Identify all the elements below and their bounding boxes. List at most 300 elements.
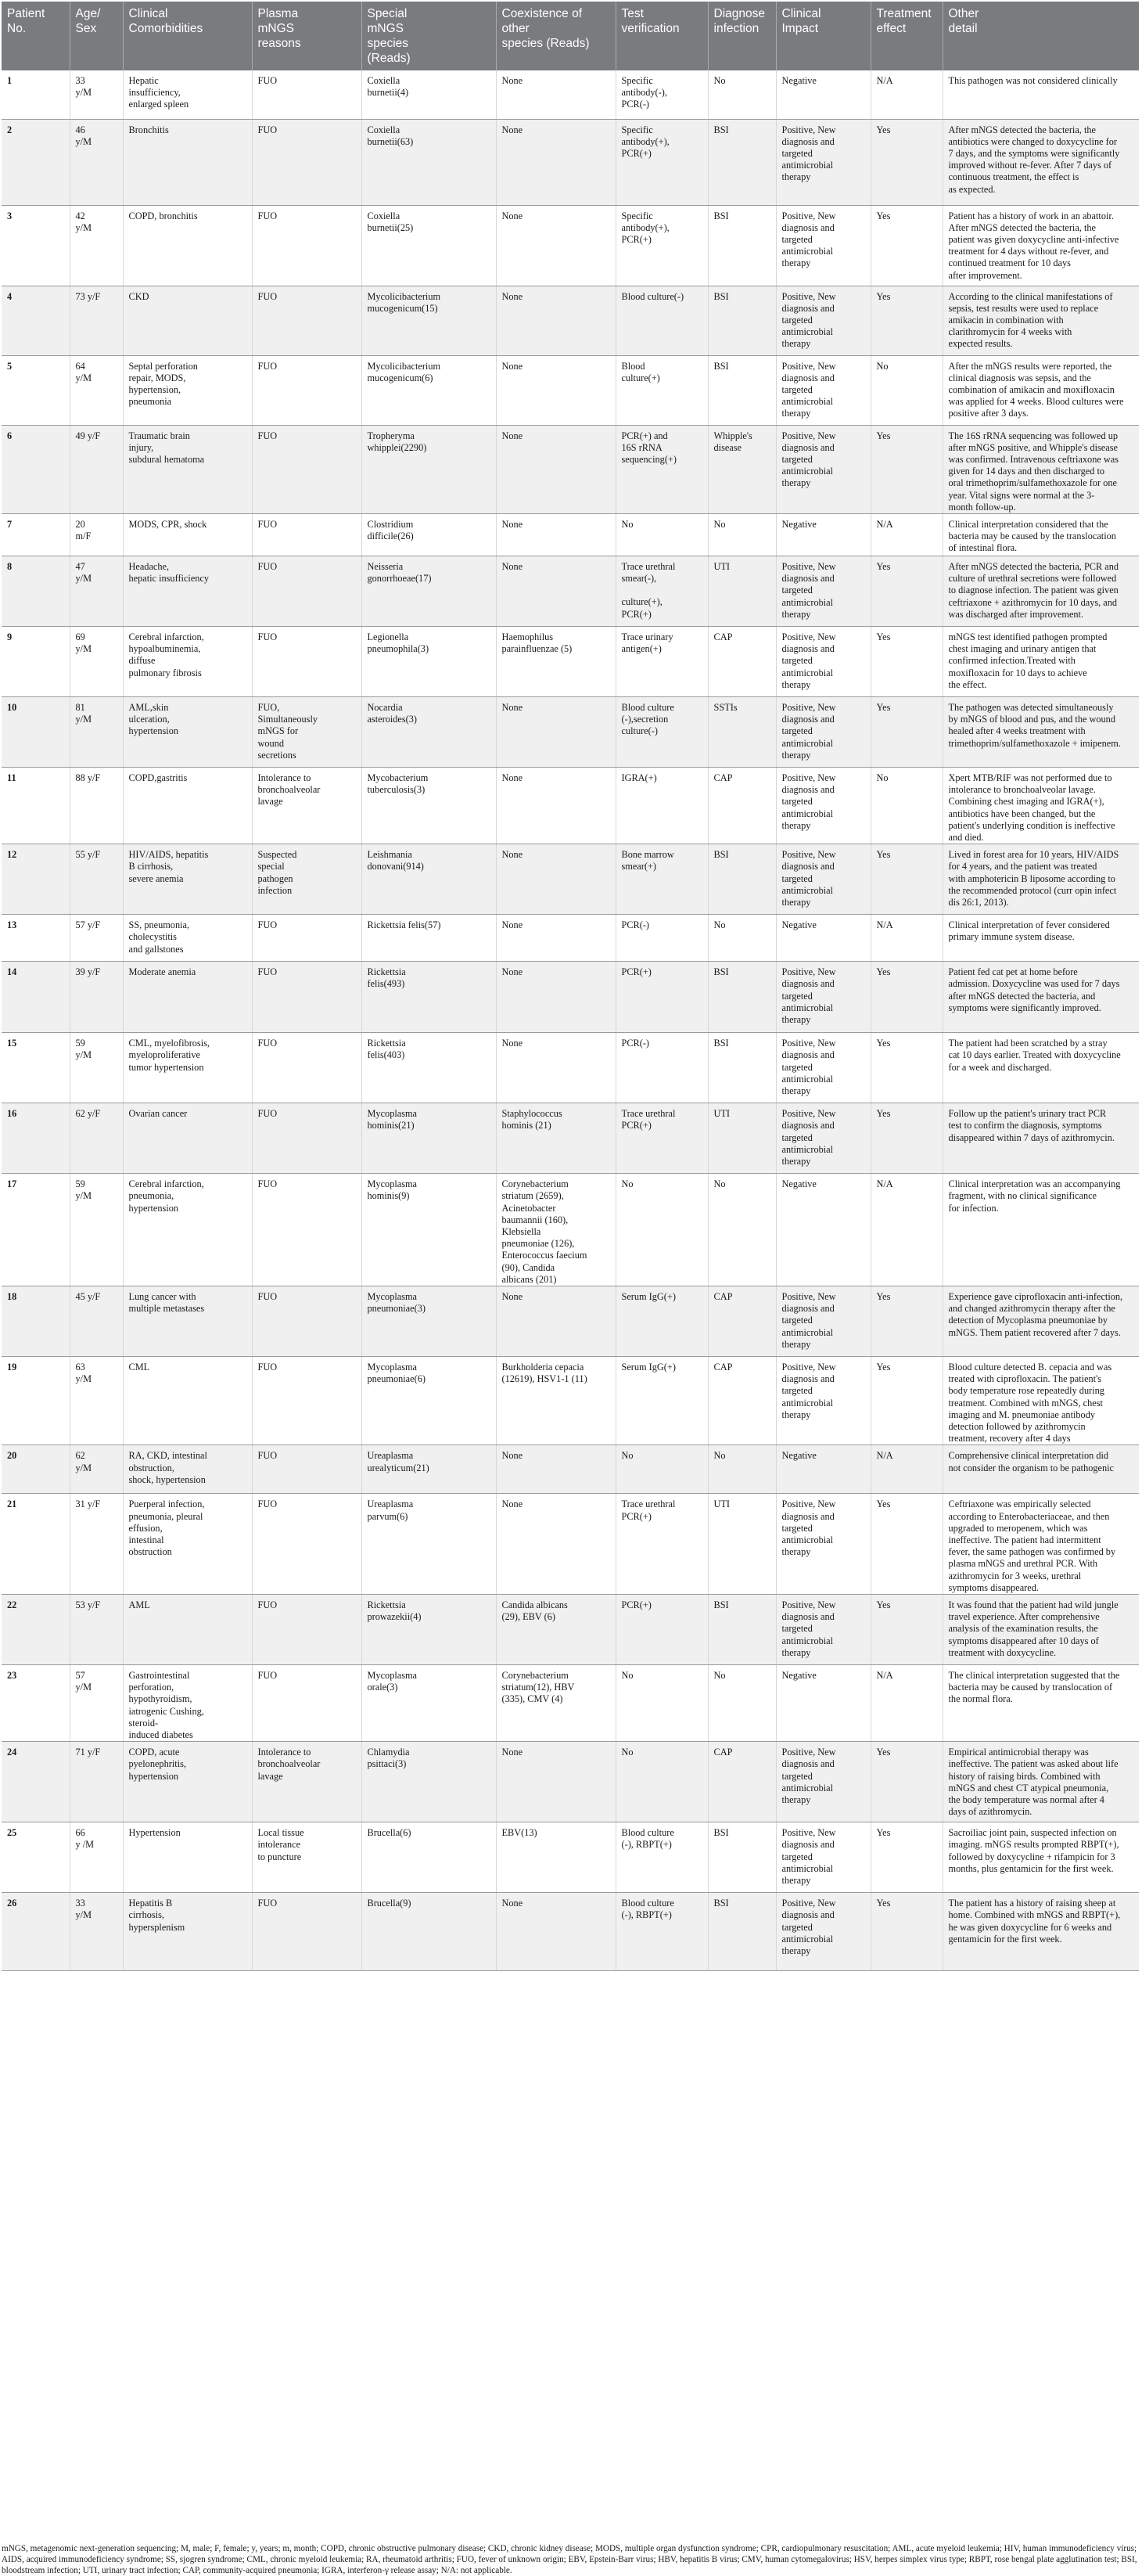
cell-line: the recommended protocol (curr opin infect: [948, 884, 1117, 896]
cell-line: Septal perforation: [128, 360, 198, 372]
cell-line: FUO: [257, 1178, 278, 1190]
cell-other-detail: [943, 626, 1139, 696]
cell-line: hominis(9): [367, 1190, 410, 1202]
cell-line: steroid-: [128, 1717, 159, 1729]
cell-other-detail: [943, 513, 1139, 556]
cell-clinical-impact: [776, 1445, 871, 1494]
cell-special-mngs-species: [361, 1742, 496, 1822]
cell-test-verification: [616, 626, 708, 696]
cell-special-mngs-species: [361, 962, 496, 1033]
cell-line: y/M: [75, 221, 92, 233]
cell-line: intolerance: [257, 1839, 301, 1851]
cell-patient-no: [2, 1742, 70, 1822]
cell-patient-no: [2, 1033, 70, 1103]
header-line: verification: [621, 22, 680, 35]
cell-coexistence-species: [496, 355, 616, 425]
cell-line: antimicrobial: [781, 1143, 834, 1155]
cell-line: After mNGS detected the bacteria, the: [948, 221, 1096, 233]
cell-line: continuous treatment, the effect is: [948, 171, 1079, 183]
cell-line: FUO,: [257, 701, 280, 713]
cell-line: 59: [75, 1178, 85, 1190]
cell-line: psittaci(3): [367, 1758, 407, 1770]
cell-age-sex: [70, 119, 123, 205]
cell-diagnose-infection: [708, 1742, 776, 1822]
cell-line: It was found that the patient had wild jungle: [948, 1599, 1119, 1611]
cell-test-verification: [616, 513, 708, 556]
cell-test-verification: [616, 962, 708, 1033]
cell-line: Bone marrow: [621, 849, 674, 861]
cell-line: hypertension,: [128, 383, 181, 395]
cell-clinical-impact: [776, 513, 871, 556]
cell-plasma-mngs-reasons: [252, 355, 361, 425]
table-row: [2, 355, 1139, 425]
cell-line: PCR(+): [621, 1510, 652, 1522]
cell-treatment-effect: [871, 767, 943, 844]
cell-age-sex: [70, 1494, 123, 1595]
cell-line: FUO: [257, 75, 278, 86]
cell-treatment-effect: [871, 626, 943, 696]
cell-line: y/M: [75, 573, 92, 585]
cell-line: COPD, acute: [128, 1747, 180, 1758]
cell-line: antimicrobial: [781, 1635, 834, 1646]
cell-plasma-mngs-reasons: [252, 1033, 361, 1103]
cell-line: None: [501, 849, 523, 861]
cell-line: Positive, New: [781, 430, 836, 441]
cell-line: Nocardia: [367, 701, 403, 713]
cell-line: Negative: [781, 1178, 817, 1190]
cell-line: insufficiency,: [128, 87, 181, 99]
cell-line: Candida albicans: [501, 1599, 568, 1611]
cell-line: treated with ciprofloxacin. The patient's: [948, 1373, 1102, 1385]
cell-diagnose-infection: [708, 1286, 776, 1356]
cell-line: pneumoniae(6): [367, 1373, 426, 1385]
cell-line: history of raising birds. Combined with: [948, 1770, 1101, 1782]
cell-diagnose-infection: [708, 844, 776, 915]
cell-clinical-impact: [776, 1286, 871, 1356]
cell-other-detail: [943, 205, 1139, 286]
cell-line: Xpert MTB/RIF was not performed due to: [948, 772, 1112, 783]
cell-line: Simultaneously: [257, 714, 318, 725]
cell-line: Legionella: [367, 631, 409, 642]
cell-line: targeted: [781, 990, 813, 1002]
cell-test-verification: [616, 767, 708, 844]
cell-line: Yes: [876, 290, 891, 302]
cell-line: targeted: [781, 872, 813, 884]
cell-line: year. Vital signs were normal at the 3-: [948, 489, 1095, 501]
cell-treatment-effect: [871, 1822, 943, 1893]
header-line: (Reads): [367, 52, 411, 65]
cell-line: No: [876, 772, 889, 783]
cell-line: positive after 3 days.: [948, 408, 1029, 419]
cell-line: orale(3): [367, 1682, 398, 1693]
cell-coexistence-species: [496, 513, 616, 556]
cell-diagnose-infection: [708, 1356, 776, 1445]
cell-line: ulceration,: [128, 714, 170, 725]
cell-line: 69: [75, 631, 85, 642]
cell-other-detail: [943, 844, 1139, 915]
table-row: [2, 425, 1139, 513]
cell-other-detail: [943, 696, 1139, 767]
cell-age-sex: [70, 1286, 123, 1356]
cell-line: PCR(+) and: [621, 430, 668, 441]
header-clinical-comorbidities: [123, 2, 252, 70]
cell-treatment-effect: [871, 1286, 943, 1356]
cell-special-mngs-species: [361, 1174, 496, 1286]
cell-line: 8: [7, 560, 13, 572]
cell-line: None: [501, 701, 523, 713]
cell-line: diagnosis and: [781, 1049, 835, 1061]
cell-line: admission. Doxycycline was used for 7 days: [948, 978, 1120, 990]
cell-line: Specific: [621, 75, 653, 86]
cell-line: iatrogenic Cushing,: [128, 1705, 204, 1717]
cell-line: The patient has a history of raising sheep at: [948, 1898, 1116, 1909]
cell-line: therapy: [781, 408, 811, 419]
cell-clinical-comorbidities: [123, 767, 252, 844]
cell-line: Suspected: [257, 849, 297, 861]
table-row: [2, 1494, 1139, 1595]
cell-line: therapy: [781, 1155, 811, 1167]
cell-test-verification: [616, 1494, 708, 1595]
cell-line: BSI: [713, 360, 729, 372]
cell-line: Yes: [876, 124, 891, 135]
cell-line: Positive, New: [781, 1290, 836, 1302]
cell-line: None: [501, 1898, 523, 1909]
cell-diagnose-infection: [708, 1033, 776, 1103]
cell-special-mngs-species: [361, 1595, 496, 1665]
cell-line: Yes: [876, 1898, 891, 1909]
cell-line: detection of Mycoplasma pneumoniae by: [948, 1315, 1108, 1326]
cell-line: 39 y/F: [75, 966, 101, 978]
cell-line: hypertension: [128, 725, 179, 737]
cell-line: 20: [75, 518, 85, 530]
cell-plasma-mngs-reasons: [252, 1665, 361, 1742]
cell-line: Gastrointestinal: [128, 1670, 190, 1682]
cell-line: Comprehensive clinical interpretation did: [948, 1450, 1109, 1462]
cell-line: oral trimethoprim/sulfamethoxazole for one: [948, 477, 1117, 489]
cell-line: FUO: [257, 966, 278, 978]
cell-line: smear(+): [621, 861, 656, 872]
cell-line: y/M: [75, 1373, 92, 1385]
cell-plasma-mngs-reasons: [252, 1286, 361, 1356]
cell-line: 45 y/F: [75, 1290, 101, 1302]
cell-line: therapy: [781, 171, 811, 183]
cell-plasma-mngs-reasons: [252, 1356, 361, 1445]
cell-other-detail: [943, 962, 1139, 1033]
cell-line: targeted: [781, 383, 813, 395]
cell-line: bronchoalveolar: [257, 784, 321, 796]
cell-line: induced diabetes: [128, 1729, 193, 1741]
cell-test-verification: [616, 1445, 708, 1494]
cell-line: clinical diagnosis was sepsis, and the: [948, 372, 1091, 383]
header-other-detail: [943, 2, 1139, 70]
cell-line: None: [501, 1450, 523, 1462]
cell-coexistence-species: [496, 205, 616, 286]
cell-line: Brucella(9): [367, 1898, 411, 1909]
cell-line: obstruction,: [128, 1462, 174, 1473]
cell-line: y /M: [75, 1839, 95, 1851]
cell-line: ceftriaxone + azithromycin for 10 days, and: [948, 596, 1118, 608]
cell-line: Cerebral infarction,: [128, 631, 204, 642]
cell-line: y/M: [75, 1909, 92, 1921]
header-line: Impact: [781, 22, 819, 35]
cell-line: None: [501, 518, 523, 530]
cell-line: No: [713, 1450, 726, 1462]
cell-line: y/M: [75, 1462, 92, 1473]
cell-line: expected results.: [948, 338, 1013, 350]
cell-line: mNGS for: [257, 725, 299, 737]
cell-clinical-comorbidities: [123, 962, 252, 1033]
cell-treatment-effect: [871, 556, 943, 626]
cell-line: Yes: [876, 430, 891, 441]
cell-diagnose-infection: [708, 286, 776, 355]
cell-line: The pathogen was detected simultaneously: [948, 701, 1114, 713]
cell-patient-no: [2, 696, 70, 767]
cell-line: hypothyroidism,: [128, 1693, 192, 1705]
cell-line: diagnosis and: [781, 302, 835, 314]
cell-line: donovani(914): [367, 861, 424, 872]
header-line: detail: [948, 22, 978, 35]
cell-line: Positive, New: [781, 1898, 836, 1909]
cell-line: repair, MODS,: [128, 372, 186, 383]
cell-test-verification: [616, 1595, 708, 1665]
cell-line: Negative: [781, 919, 817, 931]
cell-line: cirrhosis,: [128, 1909, 164, 1921]
cell-line: UTI: [713, 1108, 730, 1120]
cell-diagnose-infection: [708, 1494, 776, 1595]
cell-plasma-mngs-reasons: [252, 1494, 361, 1595]
cell-line: After mNGS detected the bacteria, the: [948, 124, 1096, 135]
cell-special-mngs-species: [361, 1445, 496, 1494]
cell-line: PCR(-): [621, 919, 650, 931]
cell-clinical-comorbidities: [123, 1665, 252, 1742]
cell-line: targeted: [781, 585, 813, 596]
cell-age-sex: [70, 1742, 123, 1822]
cell-line: 16S rRNA: [621, 441, 663, 453]
cell-patient-no: [2, 1665, 70, 1742]
cell-line: striatum (2659),: [501, 1190, 564, 1202]
cell-line: (12619), HSV1-1 (11): [501, 1373, 587, 1385]
cell-plasma-mngs-reasons: [252, 286, 361, 355]
cell-line: diagnosis and: [781, 221, 835, 233]
cell-line: analysis of the examination results, the: [948, 1623, 1098, 1635]
cell-line: y/M: [75, 714, 92, 725]
cell-line: diagnosis and: [781, 1909, 835, 1921]
cell-diagnose-infection: [708, 119, 776, 205]
cell-clinical-comorbidities: [123, 205, 252, 286]
cell-line: 14: [7, 966, 17, 978]
cell-line: by mNGS of blood and pus, and the wound: [948, 714, 1115, 725]
cell-line: PCR(+): [621, 608, 652, 620]
cell-line: sequencing(+): [621, 453, 677, 465]
cell-line: diagnosis and: [781, 978, 835, 990]
cell-age-sex: [70, 205, 123, 286]
cell-line: Negative: [781, 518, 817, 530]
cell-line: SS, pneumonia,: [128, 919, 190, 931]
cell-line: The patient had been scratched by a stray: [948, 1038, 1108, 1049]
header-line: Comorbidities: [128, 22, 203, 35]
cell-line: home. Combined with mNGS and RBPT(+),: [948, 1909, 1121, 1921]
cell-line: 33: [75, 75, 85, 86]
cell-line: diagnosis and: [781, 784, 835, 796]
cell-treatment-effect: [871, 1665, 943, 1742]
cell-test-verification: [616, 1174, 708, 1286]
header-line: Patient: [7, 7, 45, 20]
cell-line: 26: [7, 1898, 17, 1909]
table-row: [2, 1286, 1139, 1356]
cell-patient-no: [2, 1103, 70, 1174]
cell-special-mngs-species: [361, 915, 496, 962]
cell-line: of intestinal flora.: [948, 542, 1018, 554]
cell-clinical-impact: [776, 556, 871, 626]
cell-test-verification: [616, 556, 708, 626]
cell-line: UTI: [713, 560, 730, 572]
cell-clinical-impact: [776, 1103, 871, 1174]
cell-patient-no: [2, 1893, 70, 1971]
cell-line: PCR(+): [621, 1120, 652, 1131]
cell-test-verification: [616, 696, 708, 767]
cell-diagnose-infection: [708, 1103, 776, 1174]
cell-line: therapy: [781, 1875, 811, 1887]
cell-line: hypersplenism: [128, 1921, 185, 1933]
cell-line: severe anemia: [128, 872, 184, 884]
cell-line: FUO: [257, 1108, 278, 1120]
cell-line: diagnosis and: [781, 1303, 835, 1315]
cell-coexistence-species: [496, 1286, 616, 1356]
cell-clinical-comorbidities: [123, 696, 252, 767]
cell-diagnose-infection: [708, 205, 776, 286]
cell-line: Clinical interpretation considered that the: [948, 518, 1108, 530]
cell-special-mngs-species: [361, 355, 496, 425]
cell-line: 11: [7, 772, 16, 783]
cell-patient-no: [2, 513, 70, 556]
cell-line: BSI: [713, 290, 729, 302]
cell-line: Yes: [876, 1599, 891, 1611]
cell-line: y/M: [75, 1049, 92, 1061]
cell-line: mNGS test identified pathogen prompted: [948, 631, 1108, 642]
cell-line: None: [501, 430, 523, 441]
cell-line: (-),secretion: [621, 714, 669, 725]
cell-line: FUO: [257, 1599, 278, 1611]
cell-clinical-impact: [776, 626, 871, 696]
cell-line: Blood: [621, 360, 645, 372]
cell-line: None: [501, 210, 523, 221]
cell-test-verification: [616, 355, 708, 425]
cell-coexistence-species: [496, 286, 616, 355]
cell-clinical-impact: [776, 1494, 871, 1595]
cell-line: treatment, recovery after 4 days: [948, 1433, 1071, 1445]
table-row: [2, 696, 1139, 767]
cell-line: No: [621, 1450, 634, 1462]
cell-line: targeted: [781, 796, 813, 808]
cell-age-sex: [70, 355, 123, 425]
cell-coexistence-species: [496, 1356, 616, 1445]
cell-line: Yes: [876, 1108, 891, 1120]
cell-line: COPD, bronchitis: [128, 210, 198, 221]
cell-line: followed by doxycycline + rifampicin for 3: [948, 1851, 1115, 1862]
cell-line: Clinical interpretation was an accompanying: [948, 1178, 1121, 1190]
cell-line: diagnosis and: [781, 573, 835, 585]
cell-line: moxifloxacin for 10 days to achieve: [948, 667, 1087, 678]
cell-line: 25: [7, 1827, 17, 1839]
table-row: [2, 556, 1139, 626]
cell-line: tumor hypertension: [128, 1061, 204, 1073]
cell-line: Blood culture: [621, 1898, 674, 1909]
cell-plasma-mngs-reasons: [252, 844, 361, 915]
cell-line: 23: [7, 1670, 17, 1682]
cell-line: 63: [75, 1361, 85, 1373]
cell-line: targeted: [781, 1921, 813, 1933]
cell-line: Sacroiliac joint pain, suspected infection on: [948, 1827, 1117, 1839]
cell-line: whipplei(2290): [367, 441, 427, 453]
cell-line: chest imaging and urinary antigen that: [948, 643, 1097, 655]
cell-line: upgraded to meropenem, which was: [948, 1522, 1088, 1534]
cell-patient-no: [2, 767, 70, 844]
cell-other-detail: [943, 915, 1139, 962]
cell-plasma-mngs-reasons: [252, 1742, 361, 1822]
cell-special-mngs-species: [361, 1033, 496, 1103]
cell-line: No: [876, 360, 889, 372]
table-row: [2, 844, 1139, 915]
cell-test-verification: [616, 1103, 708, 1174]
cell-line: This pathogen was not considered clinically: [948, 75, 1118, 86]
cell-line: dis 26:1, 2013).: [948, 896, 1009, 908]
cell-clinical-impact: [776, 1595, 871, 1665]
cell-line: therapy: [781, 819, 811, 831]
cell-line: BSI: [713, 1898, 729, 1909]
cell-coexistence-species: [496, 556, 616, 626]
cell-treatment-effect: [871, 1356, 943, 1445]
table-row: [2, 1174, 1139, 1286]
cell-line: treatment. Combined with mNGS, chest: [948, 1397, 1103, 1409]
cell-line: after mNGS positive, and Whipple's disease: [948, 441, 1118, 453]
cell-line: cholecystitis: [128, 931, 177, 943]
cell-line: y/M: [75, 87, 92, 99]
cell-line: bacteria may be caused by the translocation: [948, 531, 1116, 542]
cell-line: and gallstones: [128, 943, 184, 955]
cell-line: 88 y/F: [75, 772, 101, 783]
cell-line: Traumatic brain: [128, 430, 190, 441]
cell-line: (-), RBPT(+): [621, 1839, 672, 1851]
cell-line: targeted: [781, 147, 813, 159]
cell-special-mngs-species: [361, 1494, 496, 1595]
cell-other-detail: [943, 1286, 1139, 1356]
cell-age-sex: [70, 1595, 123, 1665]
cell-test-verification: [616, 915, 708, 962]
cell-line: PCR(+): [621, 233, 652, 245]
cell-clinical-impact: [776, 205, 871, 286]
cell-treatment-effect: [871, 355, 943, 425]
cell-line: hominis(21): [367, 1120, 415, 1131]
cell-line: patient's underlying condition is ineffective: [948, 819, 1115, 831]
cell-diagnose-infection: [708, 1595, 776, 1665]
cell-diagnose-infection: [708, 1445, 776, 1494]
cell-clinical-comorbidities: [123, 1033, 252, 1103]
cell-line: albicans (201): [501, 1273, 557, 1285]
cell-line: gonorrhoeae(17): [367, 573, 432, 585]
cell-patient-no: [2, 1494, 70, 1595]
cell-line: FUO: [257, 430, 278, 441]
cell-line: targeted: [781, 1315, 813, 1326]
cell-coexistence-species: [496, 425, 616, 513]
cell-special-mngs-species: [361, 70, 496, 119]
cell-line: None: [501, 360, 523, 372]
cell-line: therapy: [781, 1646, 811, 1658]
cell-line: FUO: [257, 919, 278, 931]
cell-line: Positive, New: [781, 772, 836, 783]
cell-line: 7: [7, 518, 13, 530]
cell-line: targeted: [781, 725, 813, 737]
cell-line: Intolerance to: [257, 1747, 311, 1758]
